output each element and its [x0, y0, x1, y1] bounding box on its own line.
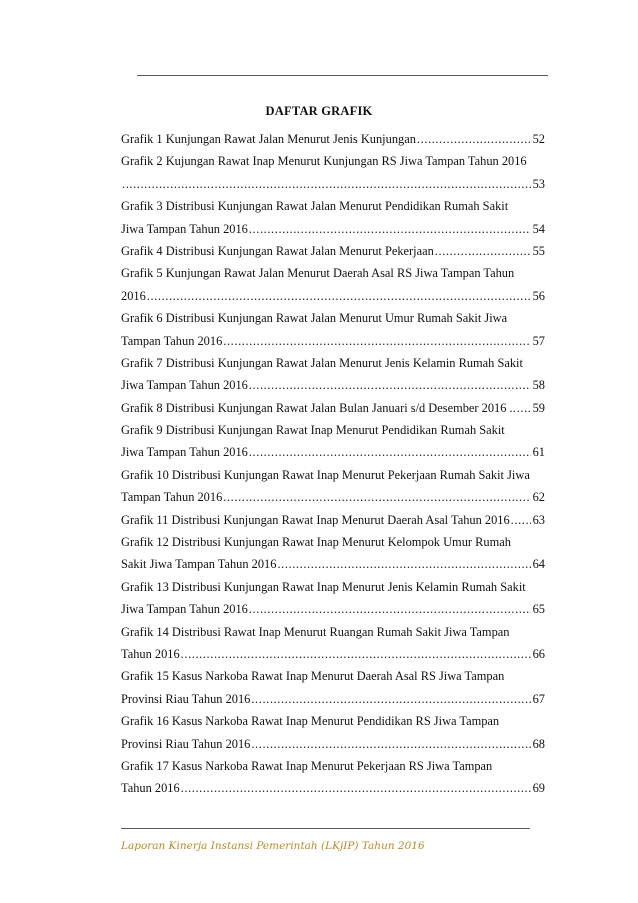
dot-leader	[517, 397, 531, 419]
figure-entry-label: Grafik 14 Distribusi Rawat Inap Menurut Ruangan Rumah Sakit Jiwa Tampan	[121, 624, 510, 639]
figure-entry-page: 64	[532, 557, 545, 572]
figure-entry-page: 58	[532, 378, 545, 393]
figure-entry-label: 2016	[121, 288, 146, 303]
dot-leader	[435, 240, 531, 262]
dot-leader	[251, 688, 530, 710]
figure-entry[interactable]	[121, 621, 545, 666]
figure-entry[interactable]	[121, 352, 545, 397]
figure-entry-page: 54	[532, 221, 545, 236]
dot-leader	[223, 330, 530, 352]
figure-entry-label: Jiwa Tampan Tahun 2016	[121, 445, 248, 460]
figure-entry-label: Grafik 9 Distribusi Kunjungan Rawat Inap Menurut Pendidikan Rumah Sakit	[121, 423, 505, 438]
page-title: DAFTAR GRAFIK	[265, 104, 373, 118]
figure-entry-page: 68	[532, 736, 545, 751]
figure-entry-page: 61	[532, 445, 545, 460]
figure-entry-label: Grafik 4 Distribusi Kunjungan Rawat Jalan Menurut Pekerjaan	[121, 243, 434, 258]
figure-entry-label: Grafik 10 Distribusi Kunjungan Rawat Inap Menurut Pekerjaan Rumah Sakit Jiwa	[121, 467, 530, 482]
figure-entry-label: Grafik 2 Kujungan Rawat Inap Menurut Kunjungan RS Jiwa Tampan Tahun 2016	[121, 154, 527, 169]
dot-leader	[249, 441, 531, 463]
figure-entry-page: 63	[532, 512, 545, 527]
dot-leader	[249, 374, 531, 396]
figure-entry-label: Provinsi Riau Tahun 2016	[121, 691, 251, 706]
header-rule	[137, 75, 548, 76]
dot-leader	[181, 643, 531, 665]
figure-entry[interactable]	[121, 755, 545, 800]
figure-entry-page: 62	[532, 490, 545, 505]
figure-entry-label: Grafik 17 Kasus Narkoba Rawat Inap Menurut Pekerjaan RS Jiwa Tampan	[121, 758, 493, 773]
dot-leader	[249, 218, 531, 240]
figure-entry-label: Grafik 8 Distribusi Kunjungan Rawat Jalan Bulan Januari s/d Desember 2016 ..	[121, 400, 516, 415]
figure-entry-label: Tahun 2016	[121, 781, 180, 796]
dot-leader	[223, 486, 530, 508]
figure-entry[interactable]	[121, 397, 545, 419]
figure-entry-page: 53	[532, 176, 545, 191]
figure-entry-page: 57	[532, 333, 545, 348]
figure-entry[interactable]	[121, 419, 545, 464]
figure-entry-page: 55	[532, 243, 545, 258]
figure-entry-label: Jiwa Tampan Tahun 2016	[121, 378, 248, 393]
figure-entry[interactable]	[121, 150, 545, 195]
figure-entry-label: Grafik 5 Kunjungan Rawat Jalan Menurut Daerah Asal RS Jiwa Tampan Tahun	[121, 266, 515, 281]
figure-entry-page: 67	[532, 691, 545, 706]
figure-entry-label: Grafik 13 Distribusi Kunjungan Rawat Inap Menurut Jenis Kelamin Rumah Sakit	[121, 579, 526, 594]
figure-entry[interactable]	[121, 665, 545, 710]
figure-entry-page: 59	[532, 400, 545, 415]
figure-entry-label: Grafik 12 Distribusi Kunjungan Rawat Inap Menurut Kelompok Umur Rumah	[121, 535, 511, 550]
figure-entry-label: Tampan Tahun 2016	[121, 490, 223, 505]
figure-entry-page: 56	[532, 288, 545, 303]
figure-entry[interactable]	[121, 262, 545, 307]
figure-entry[interactable]	[121, 710, 545, 755]
figure-entry-label: Grafik 16 Kasus Narkoba Rawat Inap Menurut Pendidikan RS Jiwa Tampan	[121, 714, 500, 729]
dot-leader	[417, 128, 531, 150]
figure-entry-page: 65	[532, 602, 545, 617]
dot-leader	[249, 598, 531, 620]
figure-entry-label: Grafik 1 Kunjungan Rawat Jalan Menurut Jenis Kunjungan	[121, 132, 416, 146]
figure-entry-label: Provinsi Riau Tahun 2016	[121, 736, 251, 751]
figure-entry-label: Grafik 7 Distribusi Kunjungan Rawat Jalan Menurut Jenis Kelamin Rumah Sakit	[121, 355, 523, 370]
figure-entry-label: Grafik 3 Distribusi Kunjungan Rawat Jalan Menurut Pendidikan Rumah Sakit	[121, 199, 509, 214]
figure-entry-label: Sakit Jiwa Tampan Tahun 2016	[121, 557, 277, 572]
figure-entry[interactable]	[121, 195, 545, 240]
dot-leader	[511, 509, 531, 531]
figure-entry-label: Grafik 11 Distribusi Kunjungan Rawat Inap Menurut Daerah Asal Tahun 2016	[121, 512, 510, 527]
figure-entry-label: Tahun 2016	[121, 646, 180, 661]
dot-leader	[147, 285, 531, 307]
figure-entry-page: 52	[532, 132, 545, 146]
figure-entry[interactable]	[121, 307, 545, 352]
figure-entry[interactable]	[121, 509, 545, 531]
figure-entry-label: Grafik 6 Distribusi Kunjungan Rawat Jalan Menurut Umur Rumah Sakit Jiwa	[121, 311, 508, 326]
figure-entry[interactable]	[121, 531, 545, 576]
page-footer: Laporan Kinerja Instansi Pemerintah (LKjIP) Tahun 2016	[121, 840, 425, 852]
dot-leader	[181, 777, 531, 799]
figure-entry-page: 69	[532, 781, 545, 796]
figure-entry-label: Grafik 15 Kasus Narkoba Rawat Inap Menurut Daerah Asal RS Jiwa Tampan	[121, 669, 505, 684]
figure-entry-label: Jiwa Tampan Tahun 2016	[121, 602, 248, 617]
figure-entry[interactable]	[121, 464, 545, 509]
figure-entry[interactable]	[121, 576, 545, 621]
figure-entry[interactable]	[121, 128, 545, 150]
figure-entry-page: 66	[532, 646, 545, 661]
figure-entry-label: Tampan Tahun 2016	[121, 333, 223, 348]
figure-list	[121, 128, 545, 800]
footer-rule	[121, 828, 530, 829]
figure-entry-label: Jiwa Tampan Tahun 2016	[121, 221, 248, 236]
figure-entry[interactable]	[121, 240, 545, 262]
dot-leader	[122, 173, 531, 195]
dot-leader	[277, 553, 530, 575]
dot-leader	[251, 733, 530, 755]
